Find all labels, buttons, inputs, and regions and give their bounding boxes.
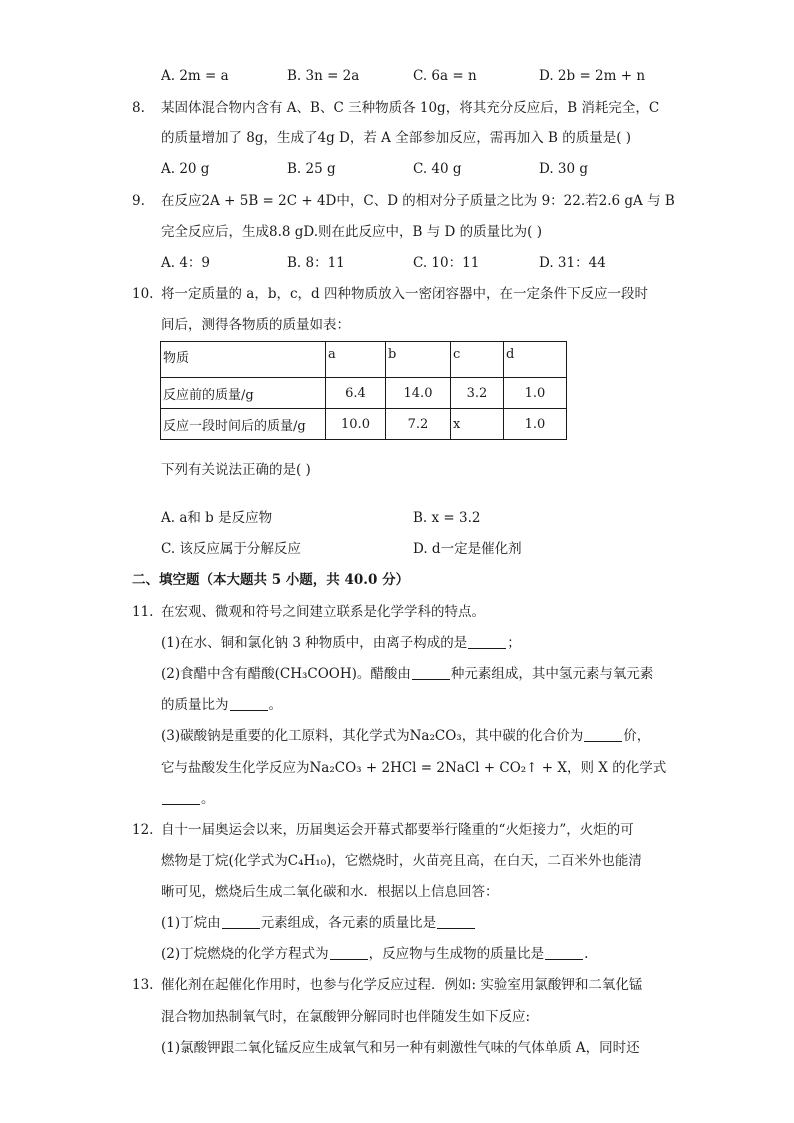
mass-table [160, 341, 567, 440]
q12-line-5 [161, 944, 588, 964]
q7-option-a: A. 2m = a [161, 68, 229, 84]
q8-number: 8. [132, 100, 145, 116]
q8-option-a: A. 20 g [161, 161, 210, 177]
table-row [161, 378, 567, 409]
q8-option-b: B. 25 g [287, 161, 336, 177]
q8-line-1: 某固体混合物内含有 A、B、C 三种物质各 10g，将其充分反应后，B 消耗完全，C [161, 100, 660, 116]
q9-option-a: A. 4：9 [161, 255, 211, 271]
q11-text: (1)在水、铜和氯化钠 3 种物质中，由离子构成的是 [161, 635, 468, 651]
table-cell: 3.2 [451, 378, 504, 409]
q11-line-7 [161, 789, 215, 809]
table-cell: x [451, 409, 504, 440]
table-cell: 14.0 [386, 378, 451, 409]
q9-line-1: 在反应2A + 5B = 2C + 4D中，C、D 的相对分子质量之比为 9：22.若2.6 gA 与 B [161, 193, 675, 209]
table-header-cell: c [451, 342, 504, 378]
q11-number: 11. [132, 604, 154, 620]
q9-number: 9. [132, 193, 145, 209]
q8-line-2: 的质量增加了 8g，生成了4g D，若 A 全部参加反应，需再加入 B 的质量是( ) [161, 130, 632, 146]
q11-text: ； [507, 635, 521, 651]
q11-text: 价， [623, 728, 651, 744]
answer-blank[interactable] [162, 790, 200, 805]
answer-blank[interactable] [330, 945, 368, 960]
q10-question: 下列有关说法正确的是( ) [161, 462, 311, 478]
q10-option-d: D. d一定是催化剂 [413, 541, 522, 557]
q12-line-3: 晰可见，燃烧后生成二氧化碳和水．根据以上信息回答： [161, 884, 499, 900]
q10-line-1: 将一定质量的 a，b，c，d 四种物质放入一密闭容器中，在一定条件下反应一段时 [161, 286, 648, 302]
q11-line-2 [161, 633, 521, 653]
q12-text: 元素组成，各元素的质量比是 [260, 915, 437, 931]
q12-text: ，反应物与生成物的质量比是 [368, 946, 545, 962]
q12-line-2: 燃物是丁烷(化学式为C₄H₁₀)，它燃烧时，火苗亮且高，在白天，二百米外也能清 [161, 853, 642, 869]
q7-option-c: C. 6a = n [413, 68, 477, 84]
table-header-cell: d [504, 342, 567, 378]
table-cell: 反应前的质量/g [161, 378, 326, 409]
q10-line-2: 间后，测得各物质的质量如表： [161, 317, 350, 333]
q11-text: 。 [201, 791, 215, 807]
q11-line-6: 它与盐酸发生化学反应为Na₂CO₃ + 2HCl = 2NaCl + CO₂↑ + X，则 X 的化学式 [161, 760, 667, 776]
table-header-cell: 物质 [161, 342, 326, 378]
answer-blank[interactable] [222, 914, 260, 929]
q11-line-1: 在宏观、微观和符号之间建立联系是化学学科的特点。 [161, 604, 485, 620]
q9-line-2: 完全反应后，生成8.8 gD.则在此反应中，B 与 D 的质量比为( ) [161, 224, 542, 240]
table-header-cell: b [386, 342, 451, 378]
q12-text: (1)丁烷由 [161, 915, 221, 931]
table-cell: 7.2 [386, 409, 451, 440]
q8-option-d: D. 30 g [539, 161, 589, 177]
q10-option-c: C. 该反应属于分解反应 [161, 541, 301, 557]
table-header-cell: a [326, 342, 386, 378]
q11-line-3 [161, 664, 653, 684]
answer-blank[interactable] [230, 696, 268, 711]
q11-text: 。 [268, 697, 282, 713]
q11-text: 种元素组成，其中氢元素与氧元素 [450, 666, 654, 682]
q13-line-2: 混合物加热制氧气时，在氯酸钾分解同时也伴随发生如下反应: [161, 1009, 531, 1025]
q9-option-c: C. 10：11 [413, 255, 480, 271]
q7-option-b: B. 3n = 2a [287, 68, 360, 84]
answer-blank[interactable] [412, 665, 450, 680]
q10-option-a: A. a和 b 是反应物 [161, 510, 273, 526]
q9-option-b: B. 8：11 [287, 255, 345, 271]
q8-option-c: C. 40 g [413, 161, 462, 177]
section-title: 二、填空题（本大题共 5 小题，共 40.0 分） [132, 572, 410, 588]
q11-text: (2)食醋中含有醋酸(CH₃COOH)。醋酸由 [161, 666, 411, 682]
table-header-row [161, 342, 567, 378]
table-row [161, 409, 567, 440]
q11-line-4 [161, 695, 282, 715]
table-cell: 反应一段时间后的质量/g [161, 409, 326, 440]
q7-option-d: D. 2b = 2m + n [539, 68, 646, 84]
table-cell: 10.0 [326, 409, 386, 440]
table-cell: 6.4 [326, 378, 386, 409]
q12-line-1: 自十一届奥运会以来，历届奥运会开幕式都要举行隆重的“火炬接力”，火炬的可 [161, 822, 634, 838]
q10-number: 10. [132, 286, 154, 302]
answer-blank[interactable] [437, 914, 475, 929]
q11-text: (3)碳酸钠是重要的化工原料，其化学式为Na₂CO₃，其中碳的化合价为 [161, 728, 584, 744]
q13-line-3: (1)氯酸钾跟二氧化锰反应生成氧气和另一种有刺激性气味的气体单质 A，同时还 [161, 1040, 640, 1056]
q13-number: 13. [132, 977, 154, 993]
q12-line-4 [161, 913, 476, 933]
answer-blank[interactable] [584, 727, 622, 742]
q13-line-1: 催化剂在起催化作用时，也参与化学反应过程．例如: 实验室用氯酸钾和二氧化锰 [161, 977, 643, 993]
table-cell: 1.0 [504, 409, 567, 440]
q11-text: 的质量比为 [161, 697, 229, 713]
q12-text: (2)丁烷燃烧的化学方程式为 [161, 946, 329, 962]
q12-number: 12. [132, 822, 154, 838]
q11-line-5 [161, 726, 650, 746]
answer-blank[interactable] [545, 945, 583, 960]
answer-blank[interactable] [468, 634, 506, 649]
q12-text: . [584, 946, 589, 962]
q10-option-b: B. x = 3.2 [413, 510, 481, 526]
q9-option-d: D. 31：44 [539, 255, 606, 271]
table-cell: 1.0 [504, 378, 567, 409]
